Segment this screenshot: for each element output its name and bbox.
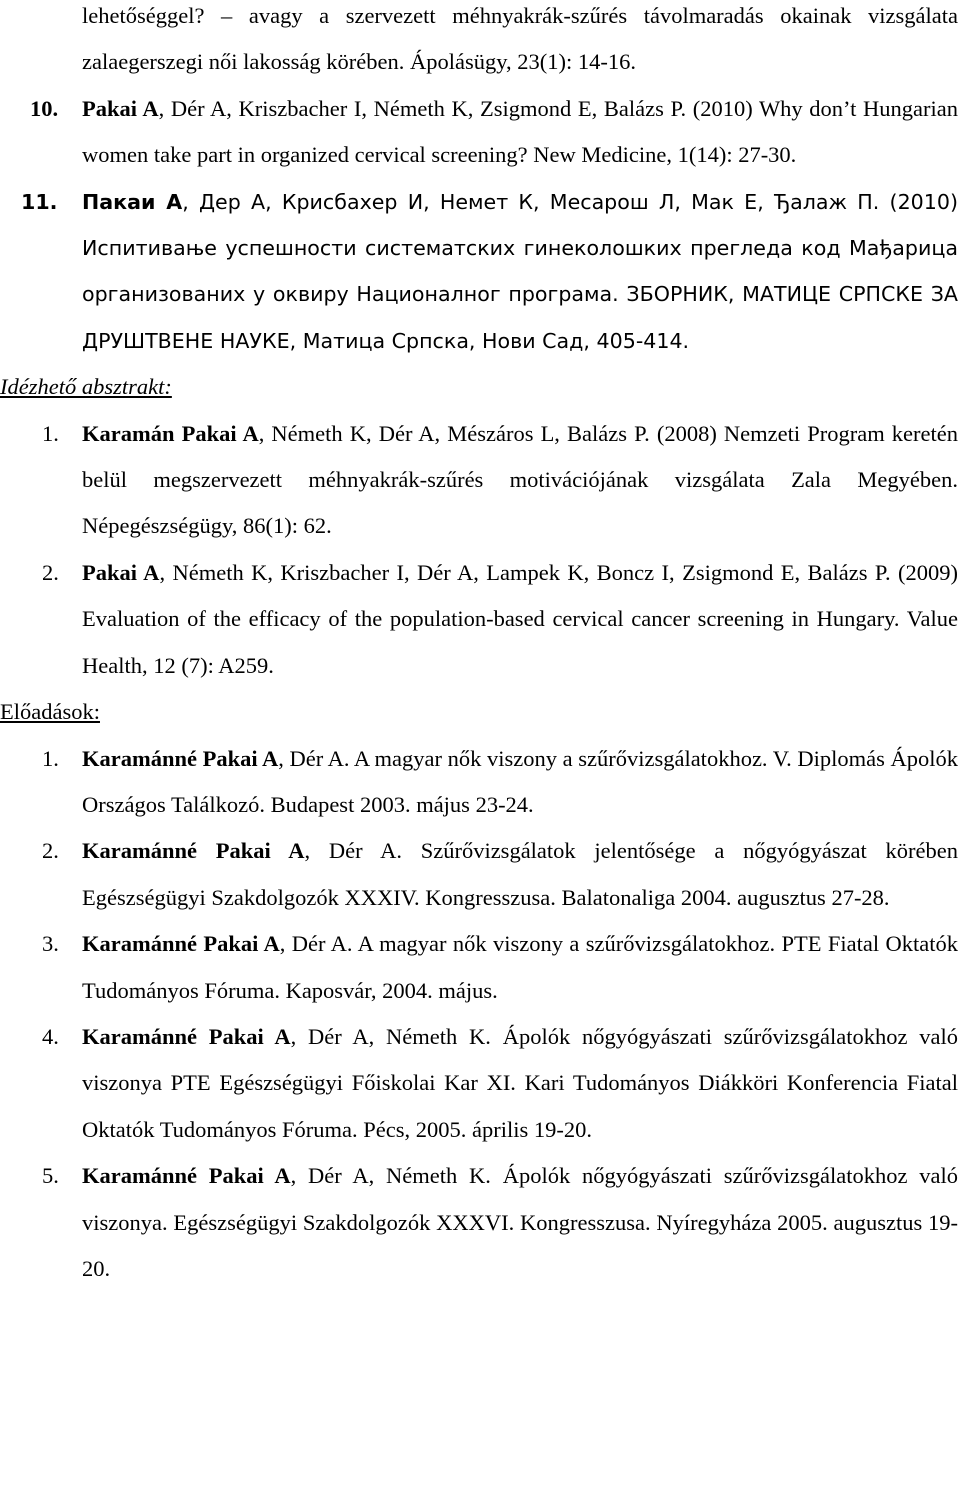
- continued-reference-line-2: vizsgálata zalaegerszegi női lakosság körében. Ápolásügy, 23(1): 14-16.: [82, 3, 959, 75]
- author-highlight: Karamánné Pakai A: [82, 838, 305, 864]
- talk-item: [0, 1014, 958, 1153]
- author-highlight: Пакаи А: [82, 189, 183, 214]
- item-body: [82, 86, 958, 179]
- continued-reference: [0, 0, 958, 86]
- item-text: , Dér A. A magyar nők viszony a szűrővizsgálatokhoz. V. Diplomás Ápolók Országos Találkozó. Budapest 2003. május 23-24.: [82, 745, 958, 817]
- continued-reference-line-1: lehetőséggel? – avagy a szervezett méhnyakrák-szűrés távolmaradás okainak: [82, 3, 852, 28]
- abstract-item: [0, 550, 958, 689]
- item-number: 10.: [30, 95, 59, 121]
- section-title-talks: Előadások:: [0, 699, 100, 725]
- author-highlight: Karamánné Pakai A: [82, 1023, 291, 1049]
- item-body: [82, 1153, 958, 1292]
- item-body: [82, 550, 958, 689]
- item-text: , Németh K, Dér A, Mészáros L, Balázs P. (2008) Nemzeti Program keretén belül megszervezett méhnyakrák-szűrés motivációjának vizsgálata Zala Megyében. Népegészségügy, 86(1): 62.: [82, 420, 958, 539]
- item-body: [82, 1014, 958, 1153]
- item-body: [82, 921, 958, 1014]
- author-highlight: Pakai A: [82, 95, 159, 121]
- item-body: [82, 411, 958, 550]
- item-number: 1.: [42, 745, 59, 771]
- item-text: , Németh K, Kriszbacher I, Dér A, Lampek K, Boncz I, Zsigmond E, Balázs P. (2009) Evaluation of the efficacy of the population-based cervical cancer screening in Hungary. Value Health, 12 (7): A259.: [82, 559, 958, 678]
- talk-item: [0, 921, 958, 1014]
- item-body: [82, 179, 958, 365]
- talk-item: [0, 1153, 958, 1292]
- author-highlight: Pakai A: [82, 559, 160, 585]
- author-highlight: Karamánné Pakai A: [82, 745, 279, 771]
- talk-item: [0, 736, 958, 829]
- publication-item: [0, 86, 958, 179]
- item-number: 4.: [42, 1023, 59, 1049]
- item-number: 2.: [42, 838, 59, 864]
- item-number: 3.: [42, 931, 59, 957]
- author-highlight: Karamánné Pakai A: [82, 1163, 291, 1189]
- author-highlight: Karamán Pakai A: [82, 420, 259, 446]
- item-number: 11.: [21, 189, 58, 214]
- publication-item: [0, 179, 958, 365]
- author-highlight: Karamánné Pakai A: [82, 931, 280, 957]
- item-text: , Dér A. Szűrővizsgálatok jelentősége a nőgyógyászat körében Egészségügyi Szakdolgozók XXXIV. Kongresszusa. Balatonaliga 2004. augusztus 27-28.: [82, 838, 959, 910]
- item-text: , Dér A, Németh K. Ápolók nőgyógyászati szűrővizsgálatokhoz való viszonya. Egészségügyi Szakdolgozók XXXVI. Kongresszusa. Nyíregyháza 2005. augusztus 19-20.: [82, 1163, 959, 1281]
- item-number: 5.: [42, 1163, 59, 1189]
- item-text: , Dér A. A magyar nők viszony a szűrővizsgálatokhoz. PTE Fiatal Oktatók Tudományos Fóruma. Kaposvár, 2004. május.: [82, 931, 958, 1003]
- item-body: [82, 828, 958, 921]
- item-text: , Dér A, Kriszbacher I, Németh K, Zsigmond E, Balázs P. (2010) Why don’t Hungarian women take part in organized cervical screening? New Medicine, 1(14): 27-30.: [82, 95, 958, 168]
- section-title-abstracts: Idézhető absztrakt:: [0, 374, 172, 400]
- item-number: 2.: [42, 559, 59, 585]
- abstract-item: [0, 411, 958, 550]
- item-text: , Dér A, Németh K. Ápolók nőgyógyászati szűrővizsgálatokhoz való viszonya PTE Egészségügyi Főiskolai Kar XI. Kari Tudományos Diákköri Konferencia Fiatal Oktatók Tudományos Fóruma. Pécs, 2005. április 19-20.: [82, 1023, 959, 1142]
- talk-item: [0, 828, 958, 921]
- item-text: , Дер А, Крисбахер И, Немет К, Месарош Л, Мак Е, Ђалаж П. (2010) Испитивање успешности систематских гинеколошких прегледа код Мађарица организованих у оквиру Националног програма. ЗБОРНИК, МАТИЦЕ СРПСКЕ ЗА ДРУШТВЕНЕ НАУКЕ, Матица Српска, Нови Сад, 405-414.: [82, 189, 959, 353]
- item-number: 1.: [42, 420, 59, 446]
- item-body: [82, 736, 958, 829]
